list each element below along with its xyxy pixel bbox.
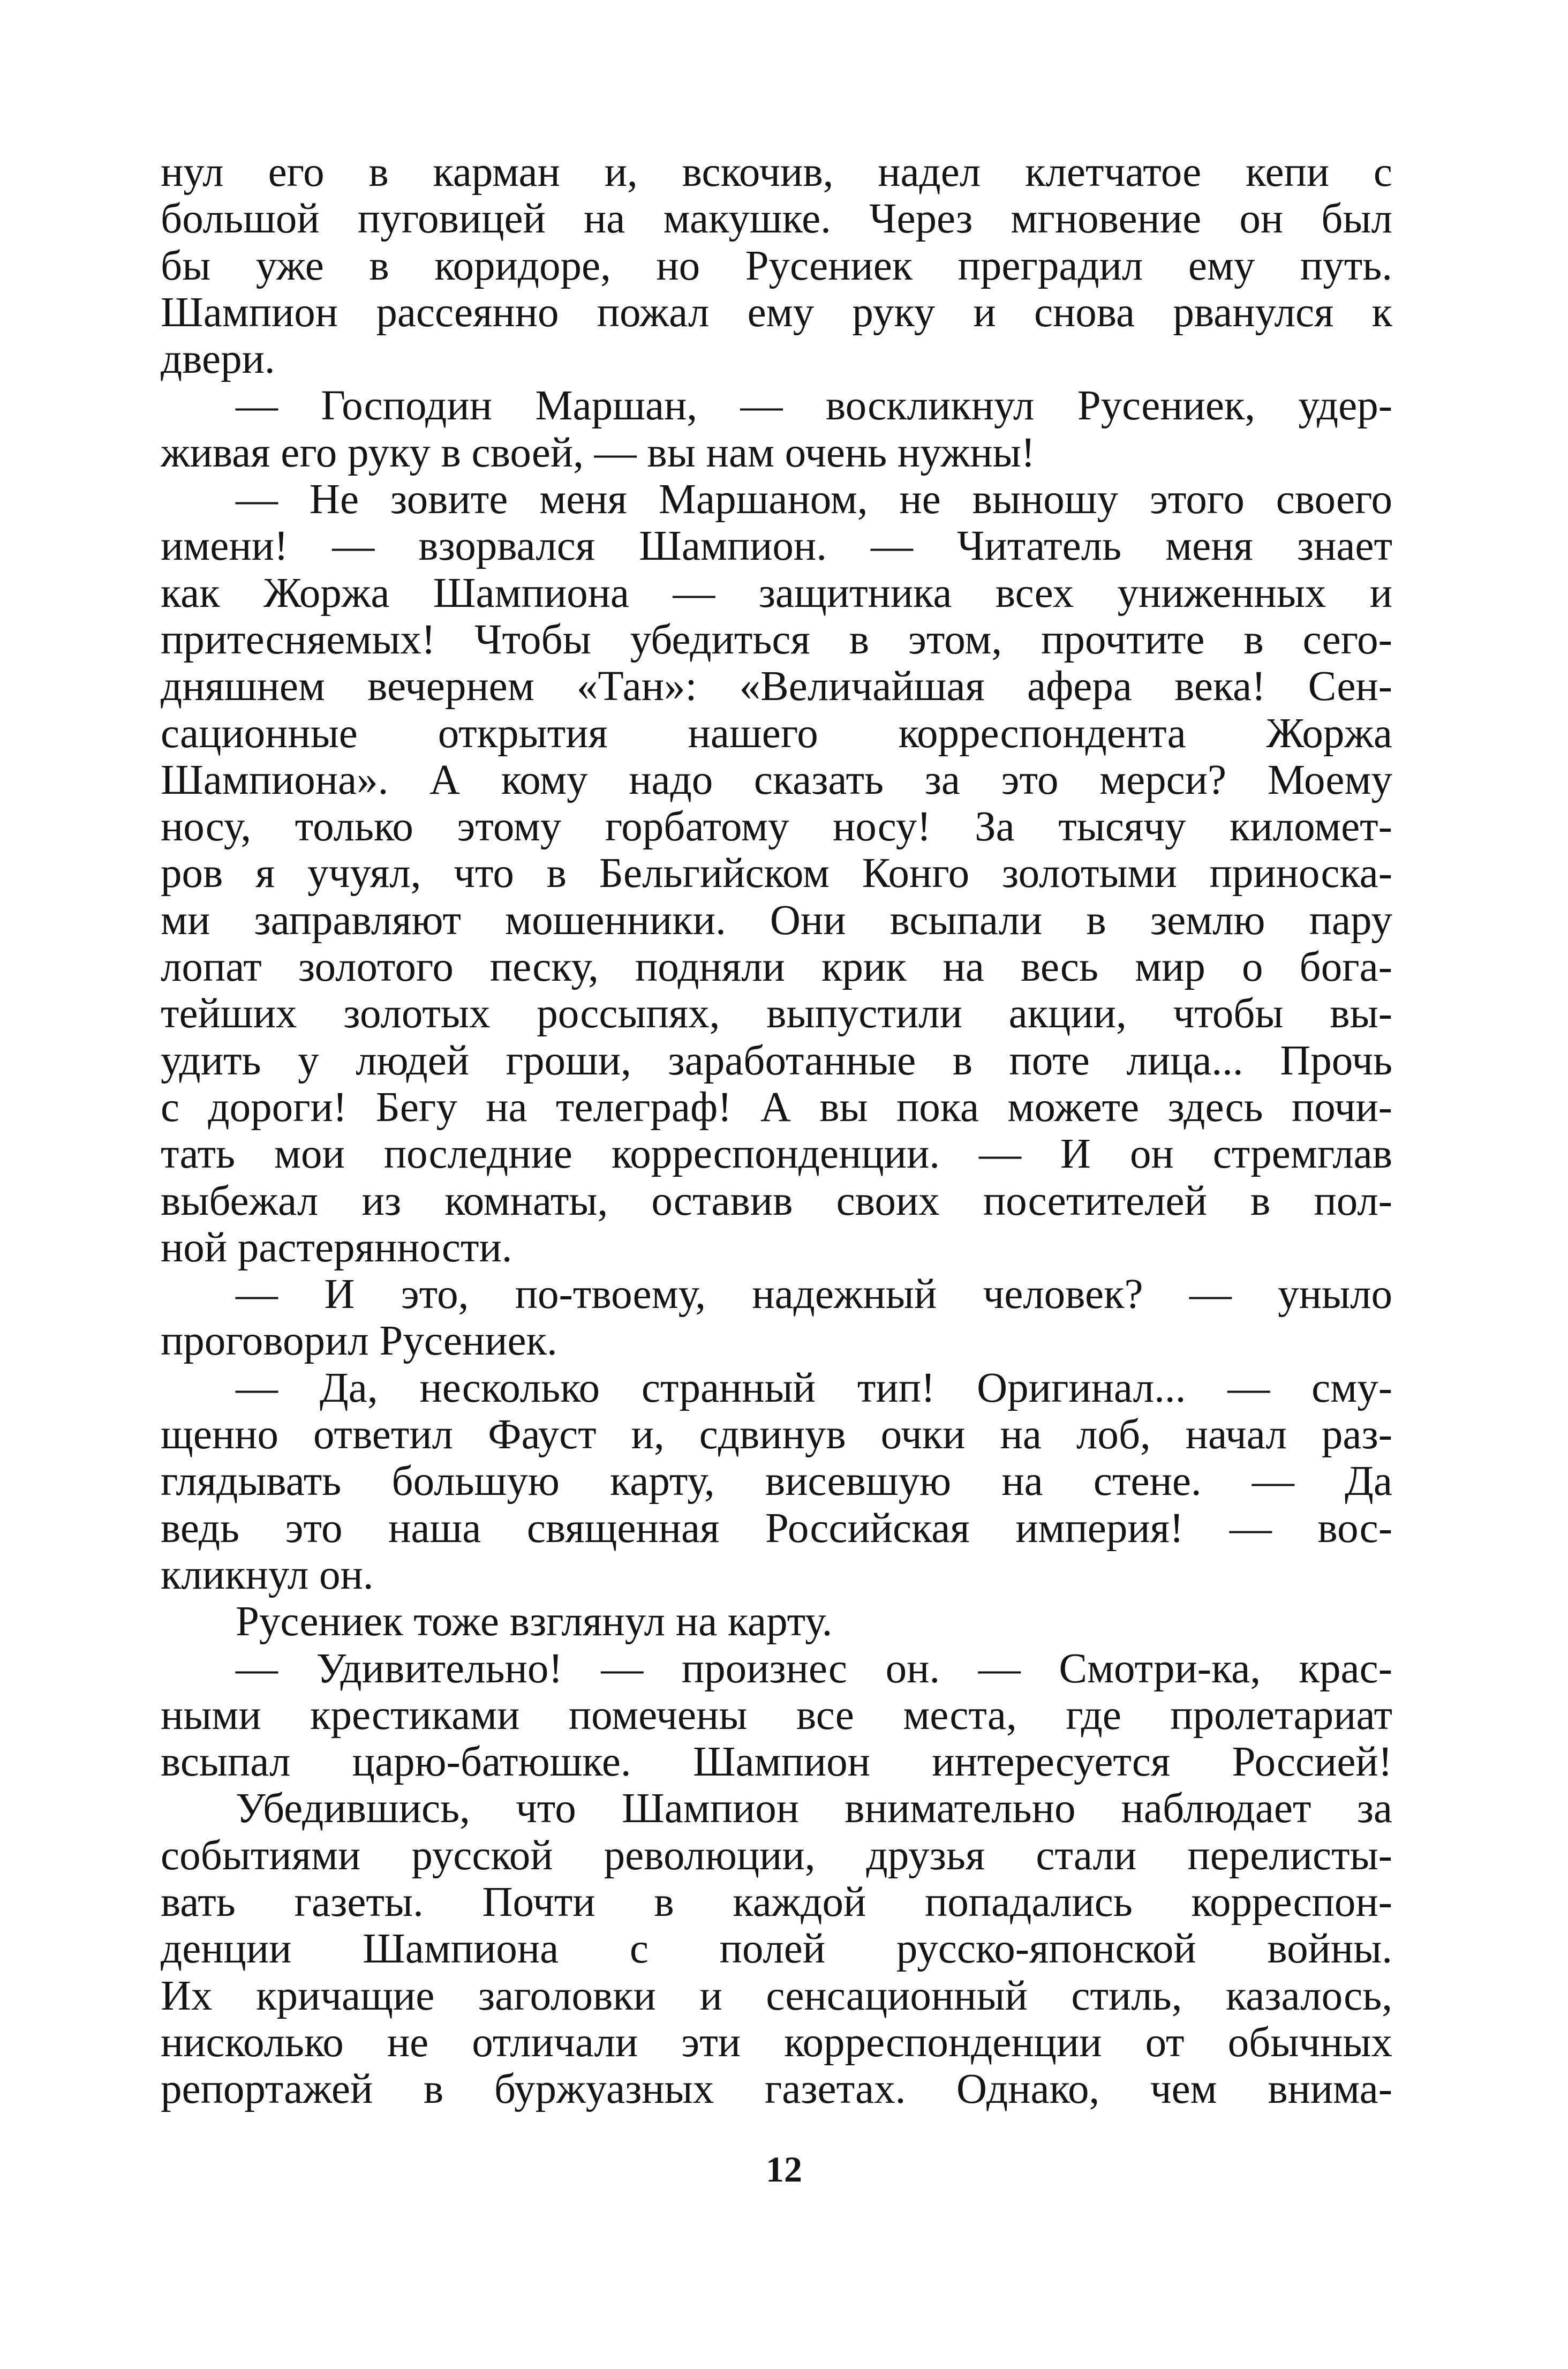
text-line: носу, только этому горбатому носу! За тысячу километ- <box>161 803 1392 851</box>
page-number: 12 <box>766 2149 802 2190</box>
text-line: тейших золотых россыпях, выпустили акции, чтобы вы- <box>161 990 1392 1037</box>
text-line: с дороги! Бегу на телеграф! А вы пока можете здесь почи- <box>161 1084 1392 1131</box>
text-line: Русениек тоже взглянул на карту. <box>236 1598 833 1645</box>
text-line: ной растерянности. <box>161 1224 512 1271</box>
body-text <box>161 149 1392 2112</box>
text-line: Шампион рассеянно пожал ему руку и снова рванулся к <box>161 289 1392 336</box>
text-line: живая его руку в своей, — вы нам очень нужны! <box>161 429 1035 476</box>
text-line: нисколько не отличали эти корреспонденции от обычных <box>161 2019 1392 2066</box>
text-line: ными крестиками помечены все места, где пролетариат <box>161 1691 1392 1739</box>
text-line: Шампиона». А кому надо сказать за это мерси? Моему <box>161 756 1392 803</box>
text-line: ведь это наша священная Российская империя! — вос- <box>161 1505 1392 1552</box>
text-line: репортажей в буржуазных газетах. Однако, чем внима- <box>161 2066 1392 2113</box>
text-line: ров я учуял, что в Бельгийском Конго золотыми приноска- <box>161 850 1392 897</box>
text-line: большой пуговицей на макушке. Через мгновение он был <box>161 195 1392 243</box>
text-line: глядывать большую карту, висевшую на стене. — Да <box>161 1458 1392 1505</box>
text-line: как Жоржа Шампиона — защитника всех униженных и <box>161 569 1392 616</box>
text-line: — Не зовите меня Маршаном, не выношу этого своего <box>236 476 1392 523</box>
text-line: двери. <box>161 336 275 383</box>
text-line: — Господин Маршан, — воскликнул Русениек, удер- <box>236 382 1392 430</box>
text-line: сационные открытия нашего корреспондента Жоржа <box>161 710 1392 757</box>
text-line: — Да, несколько странный тип! Оригинал... — сму- <box>236 1364 1392 1411</box>
text-line: денции Шампиона с полей русско-японской войны. <box>161 1926 1392 1973</box>
text-line: Их кричащие заголовки и сенсационный стиль, казалось, <box>161 1972 1392 2019</box>
text-line: щенно ответил Фауст и, сдвинув очки на лоб, начал раз- <box>161 1411 1392 1458</box>
text-line: притесняемых! Чтобы убедиться в этом, прочтите в сего- <box>161 616 1392 663</box>
text-line: выбежал из комнаты, оставив своих посетителей в пол- <box>161 1177 1392 1224</box>
text-line: проговорил Русениек. <box>161 1318 557 1365</box>
text-line: имени! — взорвался Шампион. — Читатель меня знает <box>161 523 1392 570</box>
text-line: дняшнем вечернем «Тан»: «Величайшая афера века! Сен- <box>161 663 1392 710</box>
text-line: удить у людей гроши, заработанные в поте лица... Прочь <box>161 1037 1392 1084</box>
text-line: вать газеты. Почти в каждой попадались корреспон- <box>161 1878 1392 1926</box>
text-line: кликнул он. <box>161 1551 374 1598</box>
text-line: — И это, по-твоему, надежный человек? — уныло <box>236 1271 1392 1318</box>
text-line: Убедившись, что Шампион внимательно наблюдает за <box>236 1785 1392 1832</box>
text-line: событиями русской революции, друзья стали перелисты- <box>161 1832 1392 1879</box>
text-line: бы уже в коридоре, но Русениек преградил ему путь. <box>161 242 1392 289</box>
text-line: ми заправляют мошенники. Они всыпали в землю пару <box>161 897 1392 944</box>
text-line: тать мои последние корреспонденции. — И он стремглав <box>161 1131 1392 1178</box>
text-line: нул его в карман и, вскочив, надел клетчатое кепи с <box>161 149 1392 195</box>
text-line: лопат золотого песку, подняли крик на весь мир о бога- <box>161 944 1392 991</box>
text-line: всыпал царю-батюшке. Шампион интересуется Россией! <box>161 1739 1392 1786</box>
text-line: — Удивительно! — произнес он. — Смотри-ка, крас- <box>236 1645 1392 1692</box>
